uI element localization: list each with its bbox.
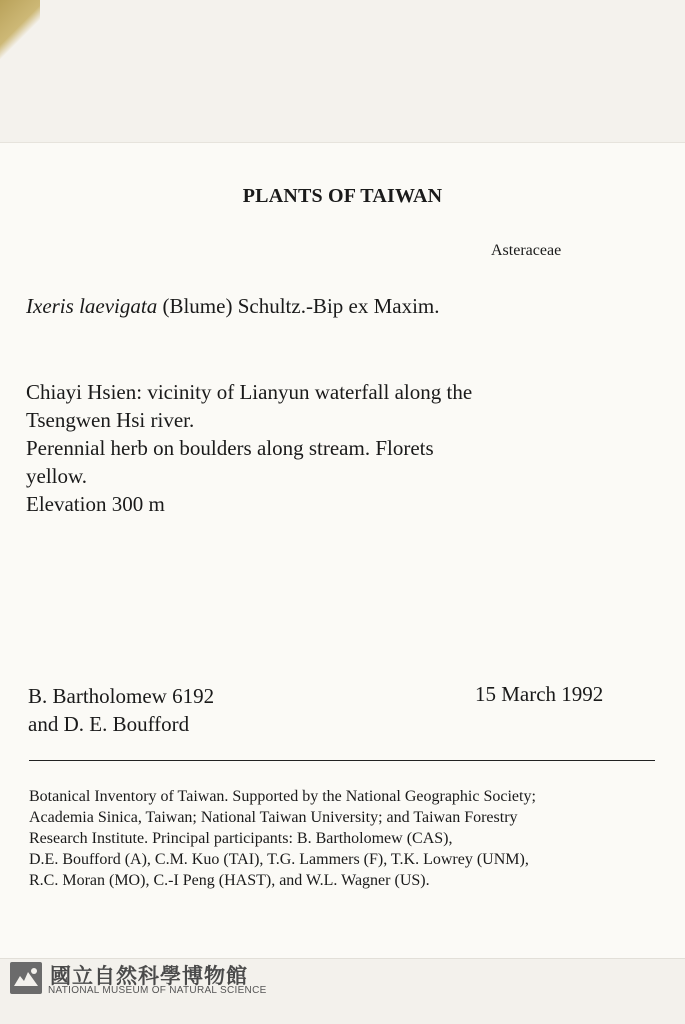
credits-line: Academia Sinica, Taiwan; National Taiwan University; and Taiwan Forestry: [29, 809, 518, 826]
museum-name-chinese: 國立自然科學博物館: [50, 964, 248, 988]
credits-line: R.C. Moran (MO), C.-I Peng (HAST), and W.L. Wagner (US).: [29, 872, 430, 889]
specimen-label: [0, 142, 685, 959]
collection-date: 15 March 1992: [475, 682, 604, 706]
credits-text: [29, 786, 669, 891]
locality-line: yellow.: [26, 464, 88, 488]
credits-line: Botanical Inventory of Taiwan. Supported by the National Geographic Society;: [29, 788, 536, 805]
locality-line: Elevation 300 m: [26, 492, 165, 516]
taxon-authority: (Blume) Schultz.-Bip ex Maxim.: [162, 294, 440, 318]
collector-line: B. Bartholomew 6192: [28, 684, 215, 708]
label-title: PLANTS OF TAIWAN: [242, 185, 443, 207]
plant-family: Asteraceae: [491, 242, 562, 259]
museum-logo-icon: [10, 962, 42, 994]
credits-line: Research Institute. Principal participants: B. Bartholomew (CAS),: [29, 830, 453, 847]
divider-line: [29, 760, 655, 761]
locality-line: Tsengwen Hsi river.: [26, 408, 195, 432]
locality-line: Chiayi Hsien: vicinity of Lianyun waterfall along the: [26, 380, 473, 404]
collector-line: and D. E. Boufford: [28, 712, 190, 736]
taxon-name: [26, 294, 440, 319]
herbarium-sheet-background: [0, 0, 685, 140]
locality-description: [26, 378, 472, 518]
museum-name-english: NATIONAL MUSEUM OF NATURAL SCIENCE: [48, 985, 267, 996]
collectors: [28, 682, 214, 738]
locality-line: Perennial herb on boulders along stream. Florets: [26, 436, 434, 460]
sheet-corner-stain: [0, 0, 40, 60]
taxon-binomial: Ixeris laevigata: [26, 294, 158, 318]
credits-line: D.E. Boufford (A), C.M. Kuo (TAI), T.G. Lammers (F), T.K. Lowrey (UNM),: [29, 851, 529, 868]
